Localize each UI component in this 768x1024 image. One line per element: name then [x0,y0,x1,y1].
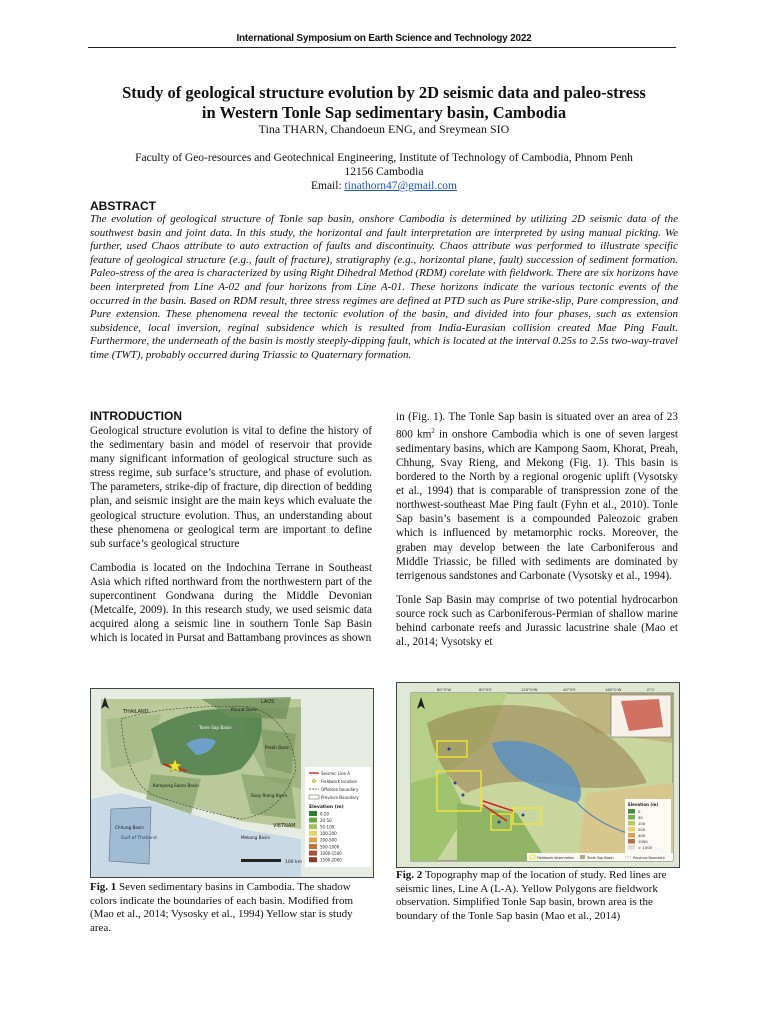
figure-2-label: Fig. 2 [396,869,423,881]
legend-elevation-title: Elevation (m) [309,805,344,810]
legend-item-province: Province Boundary [321,795,359,800]
email-link[interactable]: tinathorn47@gmail.com [344,180,458,192]
map2-elevation-swatch [628,845,635,850]
label-chhung: Chhung Basin [115,825,144,830]
scale-bar [241,859,281,862]
map2-elevation-value: 1000 [638,839,648,844]
intro-paragraph-2: Cambodia is located on the Indochina Terrane in Southeast Asia which rifted northward from the northwestern part of the supercontinent Gondwana during the Middle Devonian (Metcalfe, 2009). In this research study, we used seismic data acquired along a seismic line in southern Tonle Sap Basin which is located in Pursat and Battambang provinces as shown [90,561,372,645]
label-thailand: THAILAND [123,709,149,715]
elevation-value: 1000-1500 [320,850,342,856]
elevation-value: 0-20 [320,811,330,817]
elevation-swatch [309,831,317,836]
elevation-value: 50-100 [320,824,335,830]
elevation-value: 1500-2000 [320,857,342,863]
elevation-swatch [309,824,317,829]
figure-1-caption [90,881,372,935]
title-line-2: in Western Tonle Sap sedimentary basin, Cambodia [201,103,567,122]
label-kampong-saom: Kampong Saom Basin [153,783,199,788]
map2-elevation-swatch [628,815,635,820]
email-label: Email: [310,180,345,192]
figure-2-caption-text: Topography map of the location of study. Red lines are seismic lines, Line A (L-A). Yellow Polygons are fieldwork observation. Simplified Tonle Sap basin, brown area is the boundary of the Tonle Sap basin (Mao et al., 2014) [396,869,667,922]
intro-left-column [90,424,372,655]
fieldwork-point-3 [462,794,465,797]
longitude-label: 80°0'W [437,687,451,692]
elevation-value: 200-500 [320,837,337,843]
fieldwork-point-2 [454,782,457,785]
fieldwork-point-5 [498,821,501,824]
bottom-legend-basin-swatch [580,855,585,859]
elevation-swatch [309,837,317,842]
elevation-value: 100-200 [320,831,337,837]
intro-paragraph-1: Geological structure evolution is vital to define the history of the sedimentary basin and model of reservoir that provide many significant information of geological structure such as stress regime, sub surface’s structure, and phase of evolution. The parameters, strike-dip of fracture, dip direction of bedding plan, and seismic insight are the main keys which evaluate the geological structure evolution. Thus, an understanding about these phenomena or geological term are important to define sub surface’s geological structure [90,425,372,550]
conference-header: International Symposium on Earth Science and Technology 2022 [236,33,532,44]
map2-elevation-value: 200 [638,827,646,832]
elevation-swatch [309,844,317,849]
elevation-swatch [309,811,317,816]
intro-paragraph-4: Tonle Sap Basin may comprise of two potential hydrocarbon source rock such as Carboniferous-Permian of shallow marine behind carbonate reefs and Jurassic lacustrine shale (Mao et al., 2014; Vysotsky et [396,593,678,649]
authors: Tina THARN, Chandoeun ENG, and Sreymean SIO [258,122,510,136]
label-laos: LAOS [261,699,275,705]
abstract-text: The evolution of geological structure of Tonle sap basin, onshore Cambodia is determined by utilizing 2D seismic data of the southwest basin and joint data. In this study, the horizontal and fault interpretation are interpreted by using manual picking. We further, used Chaos attribute to auto extraction of faults and discontinuity. Chaos attribute was performed to illustrate specific feature of geological structure (e.g., fault of fracture), stratigraphy (e.g., horizontal plane, fault) succession of sediment formation. Paleo-stress of the area is characterized by using Right Dihedral Method (RDM) corelate with fieldwork. There are six horizons have been interpreted from Line A-02 and four horizons from Line A-01. These horizons indicate the various tectonic events of the occurred in the basin. Based on RDM result, three stress regimes are defined at PTD such as Pure strike-slip, Pure compression, and Pure extension. These phenomena reveal the tectonic evolution of the basin, and divided into four phases, such as extension subsidence, local inversion, reginal subsidence which is resulted from India-Eurasian collision created Mae Ping Fault. Furthermore, the underneath of the basin is mostly steeply-dipping fault, which is located at the interval 0.25s to 2.5s two-way-travel time (TWT), probably occurred during Triassic to Quaternary formation. [90,213,678,361]
bottom-legend-basin: Tonle Sap Basin [587,856,614,860]
bottom-legend-province: Province Boundary [633,856,665,860]
legend-fieldwork-swatch [312,779,315,782]
map2-elevation-swatch [628,821,635,826]
legend-item-seismic: Seismic Line A [321,771,351,776]
map2-elevation-swatch [628,809,635,814]
label-gulf: Gulf of Thailand [121,836,157,841]
scale-label: 100 km [285,860,303,865]
fieldwork-point-4 [522,814,525,817]
email-line [88,179,680,193]
label-tonle-sap: Tonle Sap Basin [199,725,232,730]
figure-2-caption [396,869,678,923]
introduction-heading: INTRODUCTION [90,409,182,423]
affiliation [88,151,680,193]
longitude-label: 40°0'E [563,687,576,692]
title-line-1: Study of geological structure evolution by 2D seismic data and paleo-stress [122,83,646,102]
map2-elevation-value: 100 [638,821,646,826]
bottom-legend-fieldwork: Fieldwork observation [537,856,575,860]
intro-right-column [396,410,678,659]
map2-elevation-swatch [628,827,635,832]
longitude-label: 80°0'E [479,687,492,692]
header-rule [88,47,676,48]
affiliation-line-2: 12156 Cambodia [344,166,424,178]
figure-1-map [90,688,374,878]
elevation-value: 500-1000 [320,844,340,850]
intro-paragraph-3: in (Fig. 1). The Tonle Sap basin is situated over an area of 23 800 $km^2$ in onshore Cambodia which is one of seven largest sedimentary basins, which are Kampong Saom, Khorat, Preah, Chhung, Svay Rieng, and Mekong (Fig. 1). This basin is bordered to the North by a regional orogenic uplift (Vysotsky et al., 1994) that is comparable of transpression zone of the northwest-southeast Mae Ping fault (Fyhn et al., 2010). Tonle Sap basin’s basement is a compounded Paleozoic graben which is influenced by metamorphic rocks. Moreover, the graben may develop between the late Carboniferous and Middle Triassic, be filled with sediments are dominated by terrigenous sandstones and Carbonate (Vysotsky et al., 1994). [396,411,678,582]
label-mekong: Mekong Basin [241,835,271,840]
label-svay-rieng: Svay Rieng Basin [251,793,288,798]
longitude-label: 0°0' [647,687,655,692]
elevation-swatch [309,818,317,823]
figure-1-caption-text: Seven sedimentary basins in Cambodia. The shadow colors indicate the boundaries of each basin. Modified from (Mao et al., 2014; Vysosky et al., 1994) Yellow star is study area. [90,881,354,934]
label-khorat: Khorat Basin [231,707,258,712]
elevation-swatch [309,851,317,856]
figure-2-svg [397,683,679,867]
elevation-swatch [309,857,317,862]
legend-item-offshore: Offshore boundary [321,787,359,792]
map2-elevation-value: 50 [638,815,643,820]
fieldwork-point-1 [448,748,451,751]
figure-1-svg [91,689,373,877]
map2-elevation-value: 0 [638,809,641,814]
map2-elevation-swatch [628,839,635,844]
abstract-heading: ABSTRACT [90,199,156,213]
figure-2-map [396,682,680,868]
label-vietnam: VIETNAM [273,823,296,829]
map2-legend-title: Elevation (m) [628,802,659,807]
map2-elevation-value: > 1000 [638,845,653,850]
affiliation-line-1: Faculty of Geo-resources and Geotechnical Engineering, Institute of Technology of Cambodia, Phnom Penh [135,152,633,164]
map2-elevation-swatch [628,833,635,838]
map2-elevation-value: 400 [638,833,646,838]
elevation-value: 20-50 [320,817,332,823]
legend-item-fieldwork: Fieldwork location [321,779,358,784]
longitude-label: 160°0'W [605,687,622,692]
label-preah: Preah Basin [265,745,290,750]
longitude-label: 120°0'W [521,687,538,692]
figure-1-label: Fig. 1 [90,881,117,893]
paper-title [80,83,688,123]
